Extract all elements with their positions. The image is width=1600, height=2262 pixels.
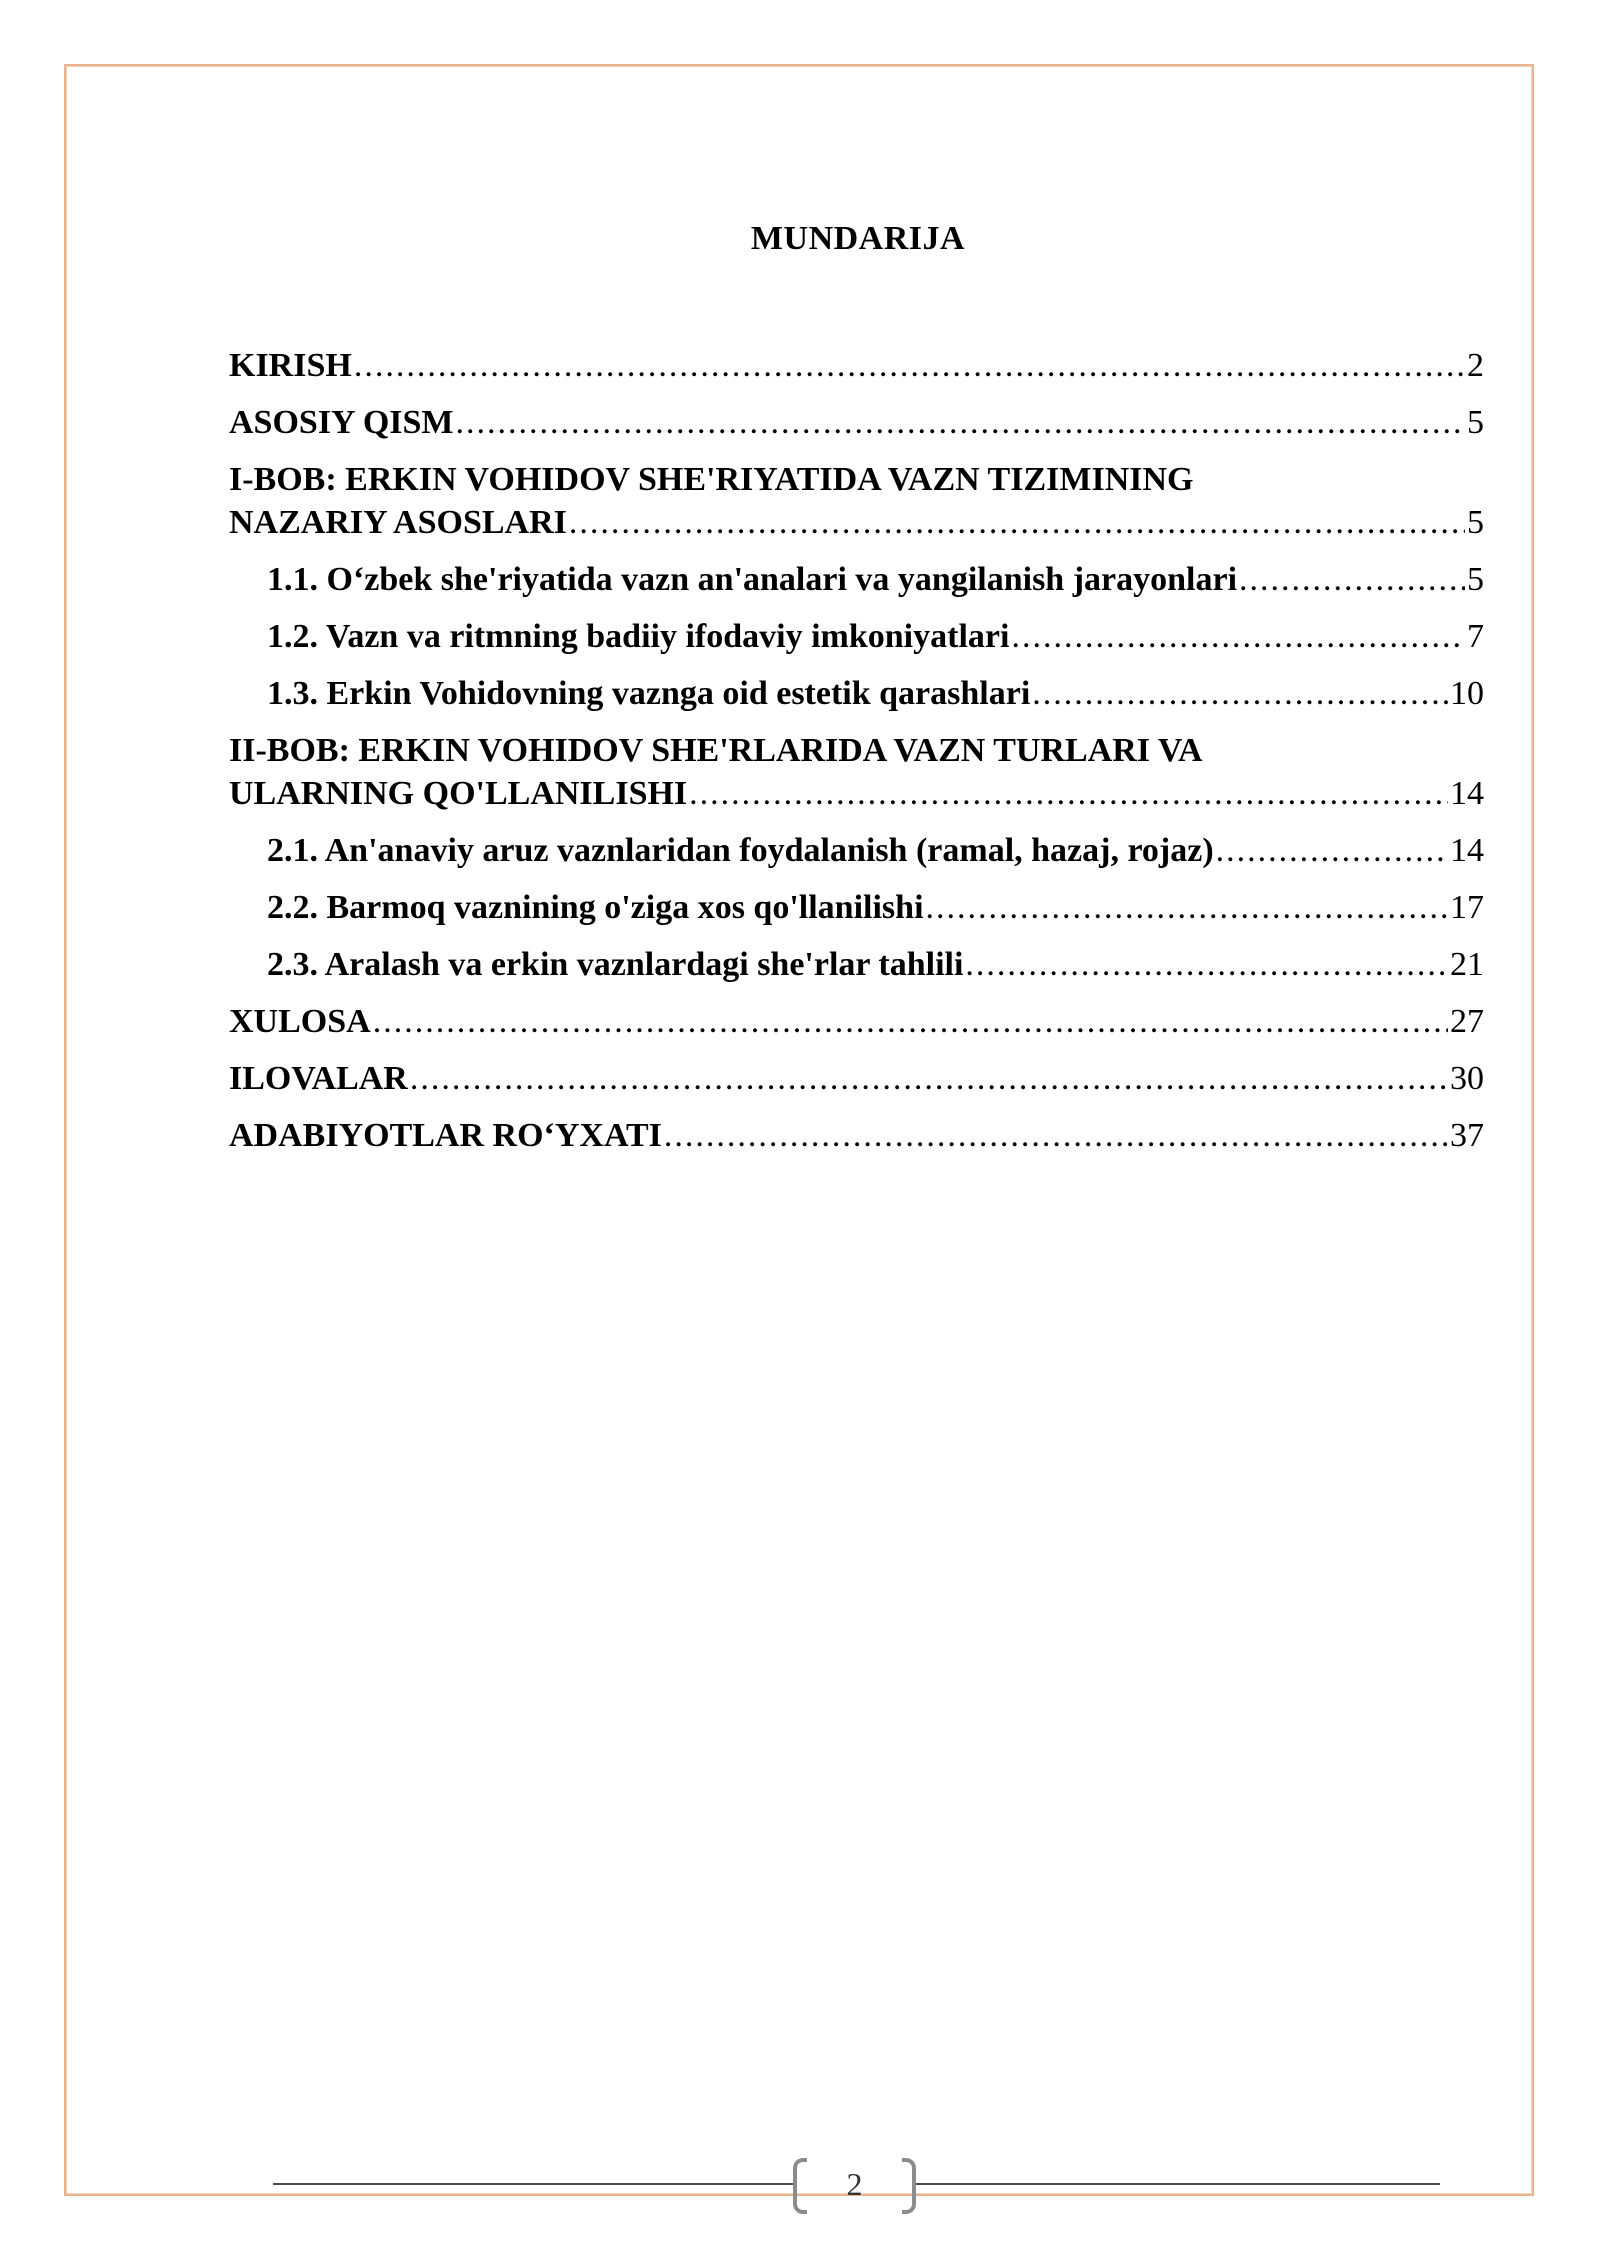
toc-entry-asosiy-qism[interactable] <box>229 401 1484 444</box>
page-title: MUNDARIJA <box>750 220 966 257</box>
toc-leader-dots <box>354 344 1465 387</box>
toc-entry-title: KIRISH <box>229 347 352 384</box>
toc-entry-title: 2.3. Aralash va erkin vaznlardagi she'rlar tahlili <box>267 946 964 983</box>
toc-entry-title: 1.3. Erkin Vohidovning vaznga oid estetik qarashlari <box>267 675 1031 712</box>
toc-page-number: 5 <box>1467 561 1484 598</box>
toc-entry-section-2-3[interactable] <box>229 943 1484 986</box>
toc-leader-dots <box>965 943 1448 986</box>
toc-leader-dots <box>1216 829 1448 872</box>
toc-page-number: 27 <box>1450 1003 1484 1040</box>
toc-leader-dots <box>1011 615 1465 658</box>
toc-entry-xulosa[interactable] <box>229 1000 1484 1043</box>
toc-entry-title-line2: ULARNING QO'LLANILISHI <box>229 775 688 812</box>
toc-entry-line2 <box>229 501 1484 544</box>
footer-page-number: 2 <box>846 2166 863 2202</box>
toc-entry-chapter-1[interactable] <box>229 458 1484 544</box>
toc-entry-chapter-2[interactable] <box>229 729 1484 815</box>
toc-leader-dots <box>1239 558 1465 601</box>
toc-entry-title-line2: NAZARIY ASOSLARI <box>229 504 567 541</box>
toc-entry-section-1-3[interactable] <box>229 672 1484 715</box>
toc-leader-dots <box>689 772 1448 815</box>
toc-page-number: 17 <box>1450 889 1484 926</box>
table-of-contents <box>229 344 1484 1171</box>
toc-entry-title: XULOSA <box>229 1003 371 1040</box>
toc-page-number: 5 <box>1467 504 1484 541</box>
footer-divider-right <box>916 2183 1440 2185</box>
toc-entry-title: 1.1. O‘zbek she'riyatida vazn an'analari va yangilanish jarayonlari <box>267 561 1238 598</box>
toc-leader-dots <box>1032 672 1448 715</box>
toc-entry-kirish[interactable] <box>229 344 1484 387</box>
toc-entry-title: 2.1. An'anaviy aruz vaznlaridan foydalanish (ramal, hazaj, rojaz) <box>267 832 1214 869</box>
toc-entry-section-2-2[interactable] <box>229 886 1484 929</box>
toc-page-number: 30 <box>1450 1060 1484 1097</box>
toc-page-number: 7 <box>1467 618 1484 655</box>
toc-page-number: 2 <box>1467 347 1484 384</box>
toc-entry-ilovalar[interactable] <box>229 1057 1484 1100</box>
toc-leader-dots <box>456 401 1465 444</box>
toc-entry-title-line1: I-BOB: ERKIN VOHIDOV SHE'RIYATIDA VAZN TIZIMINING <box>229 461 1194 498</box>
toc-page-number: 10 <box>1450 675 1484 712</box>
toc-leader-dots <box>926 886 1448 929</box>
footer-page-number-frame <box>793 2158 916 2216</box>
toc-entry-section-1-2[interactable] <box>229 615 1484 658</box>
toc-entry-title: 1.2. Vazn va ritmning badiiy ifodaviy imkoniyatlari <box>267 618 1010 655</box>
toc-page-number: 37 <box>1450 1117 1484 1154</box>
toc-page-number: 14 <box>1450 775 1484 812</box>
footer-divider-left <box>273 2183 793 2185</box>
toc-entry-section-1-1[interactable] <box>229 558 1484 601</box>
toc-leader-dots <box>373 1000 1448 1043</box>
right-bracket-icon <box>902 2158 916 2214</box>
toc-entry-title-line1: II-BOB: ERKIN VOHIDOV SHE'RLARIDA VAZN TURLARI VA <box>229 732 1203 769</box>
toc-page-number: 14 <box>1450 832 1484 869</box>
toc-entry-title: 2.2. Barmoq vaznining o'ziga xos qo'llanilishi <box>267 889 924 926</box>
toc-entry-title: ASOSIY QISM <box>229 404 454 441</box>
toc-page-number: 5 <box>1467 404 1484 441</box>
toc-entry-line2 <box>229 772 1484 815</box>
toc-page-number: 21 <box>1450 946 1484 983</box>
toc-entry-adabiyotlar[interactable] <box>229 1114 1484 1157</box>
toc-entry-title: ADABIYOTLAR RO‘YXATI <box>229 1117 662 1154</box>
toc-entry-section-2-1[interactable] <box>229 829 1484 872</box>
toc-entry-title: ILOVALAR <box>229 1060 408 1097</box>
toc-leader-dots <box>664 1114 1448 1157</box>
toc-leader-dots <box>569 501 1465 544</box>
toc-leader-dots <box>410 1057 1448 1100</box>
